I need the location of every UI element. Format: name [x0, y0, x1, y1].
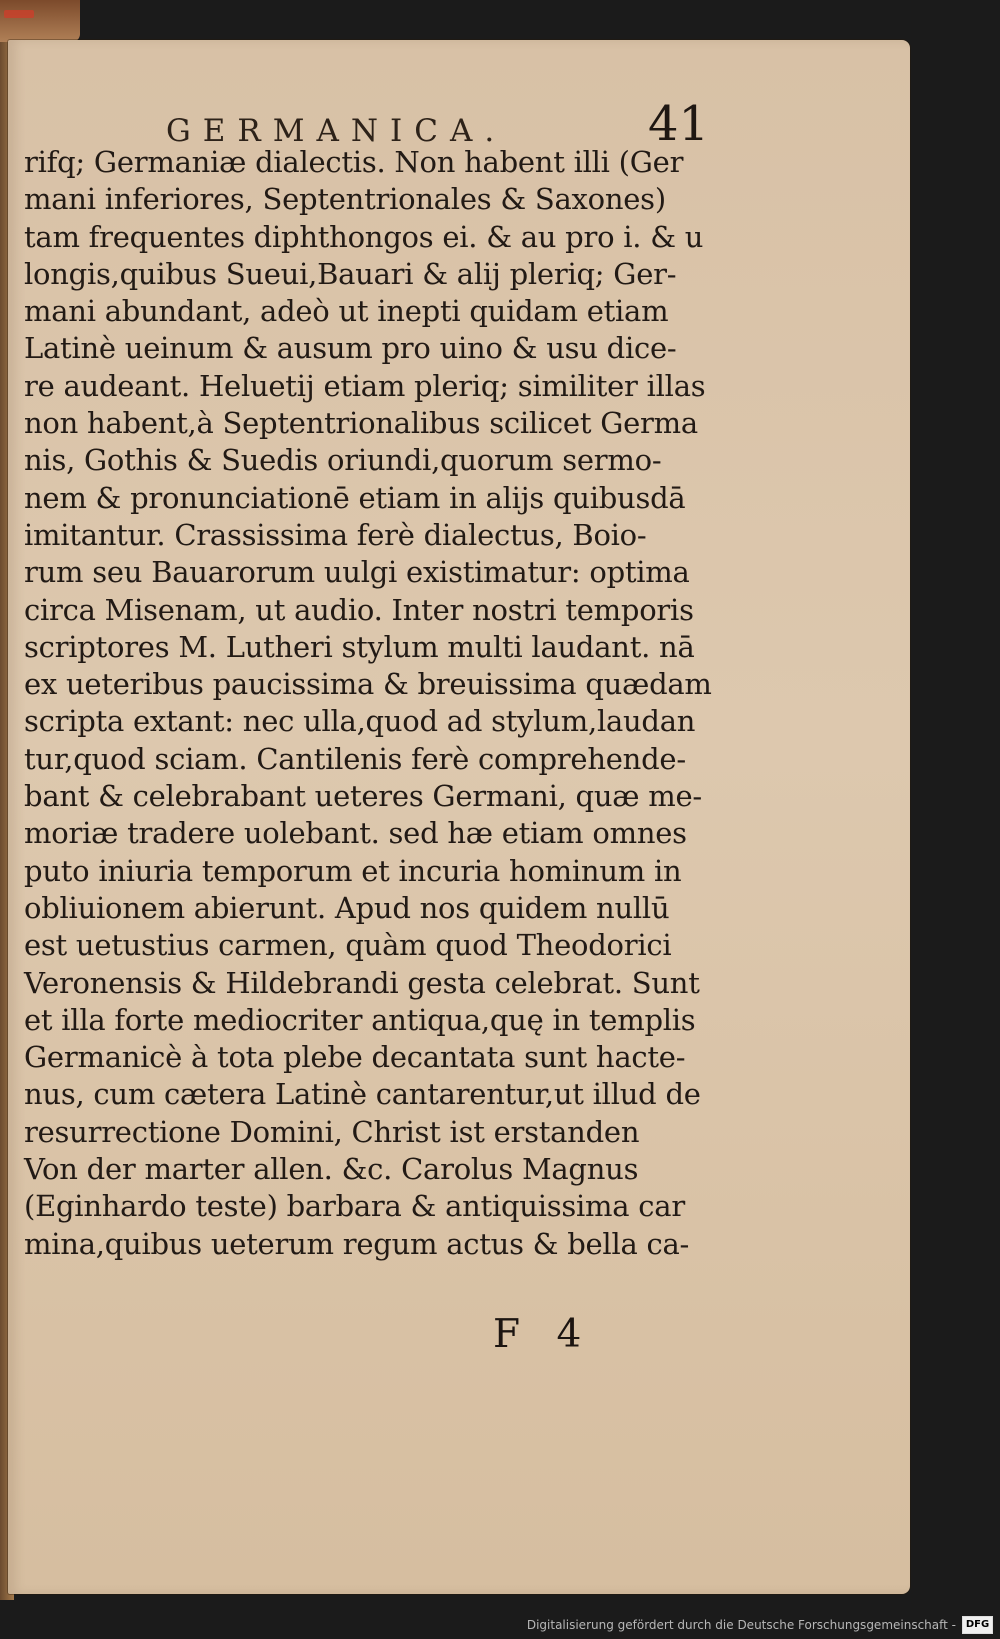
text-line: bant & celebrabant ueteres Germani, quæ me- — [24, 779, 702, 814]
text-line: mina,quibus ueterum regum actus & bella ca- — [24, 1226, 690, 1261]
digitization-credit: Digitalisierung gefördert durch die Deutsche Forschungsgemeinschaft - — [526, 1618, 956, 1632]
text-line: rifq; Germaniæ dialectis. Non habent illi (Ger — [24, 145, 684, 179]
text-line: (Eginhardo teste) barbara & antiquissima car — [24, 1189, 685, 1224]
text-line: circa Misenam, ut audio. Inter nostri temporis — [24, 592, 694, 627]
book-page — [8, 40, 910, 1594]
text-line: scriptores M. Lutheri stylum multi laudant. nā — [24, 629, 695, 664]
page-header — [8, 96, 910, 152]
page-number: 41 — [648, 96, 710, 152]
text-line: Veronensis & Hildebrandi gesta celebrat. Sunt — [24, 965, 700, 1000]
text-line: puto iniuria temporum et incuria hominum in — [24, 853, 682, 888]
signature-mark: F 4 — [493, 1312, 594, 1357]
text-line: imitantur. Crassissima ferè dialectus, Boio- — [24, 517, 647, 552]
main-text — [24, 144, 712, 1263]
text-line: obliuionem abierunt. Apud nos quidem nullū — [24, 890, 670, 925]
text-line: resurrectione Domini, Christ ist erstanden — [24, 1114, 640, 1149]
text-line: mani abundant, adeò ut inepti quidam etiam — [24, 294, 669, 329]
text-line: est uetustius carmen, quàm quod Theodorici — [24, 928, 672, 963]
dfg-badge: DFG — [962, 1616, 993, 1634]
text-line: nis, Gothis & Suedis oriundi,quorum sermo- — [24, 443, 662, 478]
text-line: re audeant. Heluetij etiam pleriq; similiter illas — [24, 368, 706, 403]
text-line: Germanicè à tota plebe decantata sunt hacte- — [24, 1040, 686, 1075]
text-line: tam frequentes diphthongos ei. & au pro i. & u — [24, 219, 704, 254]
red-mark — [4, 10, 34, 18]
text-line: tur,quod sciam. Cantilenis ferè comprehende- — [24, 741, 686, 776]
color-calibration-corner — [0, 0, 80, 42]
text-line: et illa forte mediocriter antiqua,quę in templis — [24, 1002, 696, 1037]
text-line: longis,quibus Sueui,Bauari & alij pleriq; Ger- — [24, 256, 677, 291]
text-line: rum seu Bauarorum uulgi existimatur: optima — [24, 555, 690, 590]
text-line: mani inferiores, Septentrionales & Saxones) — [24, 182, 666, 217]
text-line: moriæ tradere uolebant. sed hæ etiam omnes — [24, 816, 687, 851]
running-title: GERMANICA. — [166, 113, 507, 149]
text-line: scripta extant: nec ulla,quod ad stylum,laudan — [24, 704, 696, 739]
text-line: nem & pronunciationē etiam in alijs quibusdā — [24, 480, 686, 515]
text-line: non habent,à Septentrionalibus scilicet Germa — [24, 406, 698, 441]
text-line: Latinè ueinum & ausum pro uino & usu dice- — [24, 331, 677, 366]
text-line: ex ueteribus paucissima & breuissima quædam — [24, 667, 712, 702]
text-line: nus, cum cætera Latinè cantarentur,ut illud de — [24, 1077, 701, 1112]
text-line: Von der marter allen. &c. Carolus Magnus — [24, 1152, 639, 1187]
